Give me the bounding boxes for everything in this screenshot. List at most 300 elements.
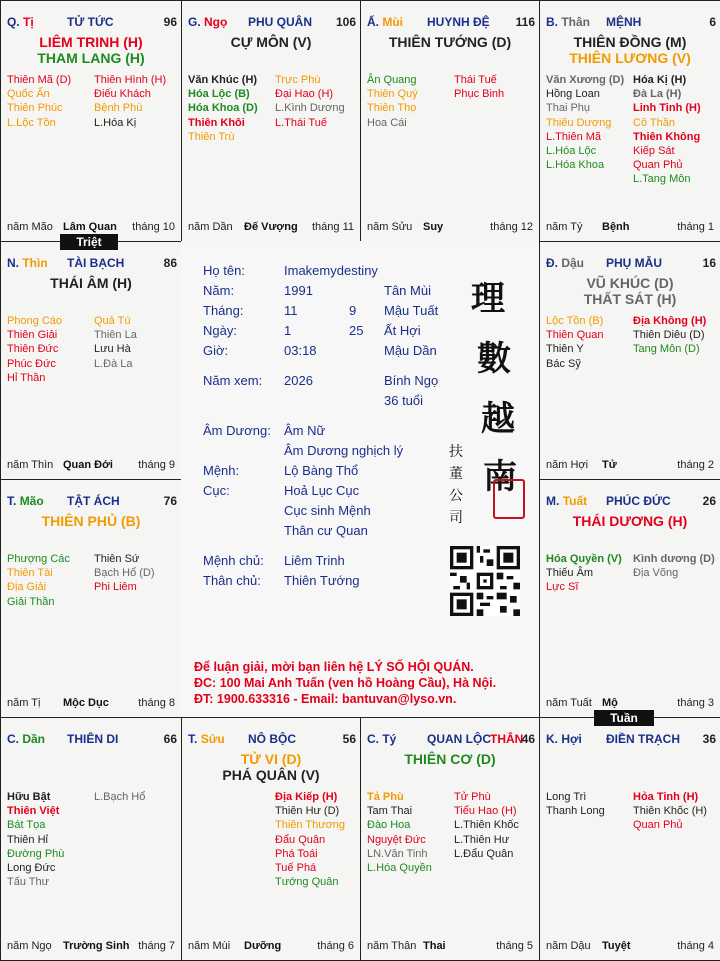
minor-star: Thiên Tài (7, 567, 53, 580)
cuc-note: Cục sinh Mệnh (284, 503, 371, 518)
palace-year: năm Dậu (546, 940, 591, 952)
minor-stars-right (94, 314, 137, 371)
minor-star: L.Tang Môn (633, 173, 691, 186)
minor-star: L.Đà La (94, 357, 133, 370)
main-star: THÁI ÂM (H) (50, 275, 132, 291)
minor-star: Phượng Các (7, 553, 70, 565)
calligraphy-char-1: 理 (471, 279, 505, 319)
minor-star: Hóa Kị (H) (633, 74, 687, 86)
minor-star: Tang Môn (D) (633, 343, 700, 356)
minor-star: Lộc Tồn (B) (546, 315, 604, 327)
than-marker: THÂN (490, 732, 524, 746)
branch-name: Hợi (561, 732, 582, 746)
minor-star: Hồng Loan (546, 88, 600, 101)
palace-age-number: 26 (702, 494, 716, 508)
branch-name: Dần (22, 732, 46, 746)
minor-star: L.Hóa Quyền (367, 862, 432, 875)
palace-header (7, 732, 177, 748)
palace-phase: Tử (602, 459, 617, 471)
palace-branch (7, 732, 45, 746)
minor-star: Trực Phù (275, 74, 321, 86)
day-value: 1 (284, 323, 292, 338)
minor-star: Thiên Không (633, 130, 701, 143)
minor-star: Thiên Sứ (94, 553, 140, 565)
minor-star: Quả Tú (94, 315, 131, 327)
minor-star: Thiếu Âm (546, 567, 594, 580)
palace-month: tháng 6 (317, 940, 354, 952)
palace-header (7, 494, 177, 510)
palace-name: TÀI BẠCH (67, 256, 125, 270)
minor-stars-right (275, 73, 345, 130)
palace-footer (367, 221, 533, 235)
contact-line-3[interactable]: ĐT: 1900.633316 - Email: bantuvan@lyso.vn. (194, 692, 457, 706)
minor-star: Giải Thần (7, 595, 55, 608)
age: 36 tuổi (384, 393, 424, 408)
calligraphy-small-4: 司 (449, 510, 463, 526)
minor-star: Lực Sĩ (546, 581, 579, 594)
branch-name: Dậu (561, 256, 585, 270)
hour-value: 03:18 (284, 343, 317, 358)
menh-chu-label: Mệnh chủ: (203, 553, 264, 568)
minor-stars-right (633, 552, 715, 580)
main-star: THẤT SÁT (H) (583, 291, 677, 307)
minor-star: L.Thái Tuế (275, 116, 327, 129)
palace-footer (7, 221, 175, 235)
palace-footer (7, 940, 175, 954)
branch-prefix: G. (188, 15, 201, 29)
minor-stars-right (94, 73, 166, 130)
amduong-note: Âm Dương nghịch lý (284, 443, 404, 458)
main-star: VŨ KHÚC (D) (586, 275, 674, 291)
minor-star: Đẩu Quân (275, 833, 326, 846)
palace-header (7, 15, 177, 31)
month-label: Tháng: (203, 303, 244, 318)
palace-name: PHÚC ĐỨC (606, 494, 671, 508)
calligraphy-small-3: 公 (449, 488, 463, 504)
main-star: THIÊN CƠ (D) (404, 751, 496, 767)
view-year-value: 2026 (284, 373, 313, 388)
palace-branch (546, 494, 587, 508)
palace-footer (7, 459, 175, 473)
palace-name: NÔ BỘC (248, 732, 296, 746)
palace-footer (7, 697, 175, 711)
branch-name: Ngọ (204, 15, 228, 29)
main-star: THIÊN ĐỒNG (M) (573, 34, 687, 50)
main-star: THIÊN TƯỚNG (D) (388, 34, 512, 50)
minor-star: Kiếp Sát (633, 145, 675, 158)
minor-star: Địa Không (H) (633, 315, 707, 327)
palace-suu[interactable] (181, 717, 361, 961)
palace-age-number: 96 (163, 15, 177, 29)
palace-phase: Đế Vượng (244, 221, 298, 233)
minor-star: Hóa Lộc (B) (188, 88, 250, 101)
palace-month: tháng 5 (496, 940, 533, 952)
palace-month: tháng 12 (490, 221, 533, 233)
minor-stars-right (633, 73, 701, 187)
palace-phase: Thai (423, 940, 446, 952)
minor-star: Phong Cáo (7, 315, 63, 327)
minor-star: L.Đẩu Quân (454, 847, 514, 860)
branch-name: Sửu (200, 732, 225, 746)
palace-year: năm Thìn (7, 459, 54, 471)
palace-phase: Tuyệt (602, 940, 631, 952)
day-can: Ất Hợi (384, 323, 421, 338)
minor-star: Hoa Cái (367, 116, 407, 129)
minor-star: L.Hóa Kị (94, 116, 137, 129)
palace-month: tháng 2 (677, 459, 714, 471)
palace-year: năm Thân (367, 940, 417, 952)
minor-stars-left (7, 73, 71, 130)
minor-star: Lưu Hà (94, 343, 131, 356)
main-star: THIÊN LƯƠNG (V) (569, 50, 691, 66)
cuc-value: Hoả Lục Cục (284, 483, 360, 498)
palace-age-number: 6 (709, 15, 716, 29)
minor-star: Quan Phủ (633, 159, 683, 172)
palace-hoi[interactable] (539, 717, 720, 961)
minor-star: Thiên Hư (D) (275, 805, 340, 818)
palace-name: HUYNH ĐỆ (427, 15, 490, 29)
palace-dan[interactable] (0, 717, 182, 961)
palace-footer (188, 221, 354, 235)
palace-name: PHỤ MẪU (606, 256, 662, 270)
minor-star: L.Kình Dương (275, 102, 345, 115)
qr-code[interactable] (450, 546, 520, 616)
palace-ty[interactable] (360, 717, 540, 961)
triet-tag: Triệt (60, 234, 118, 250)
main-star: THIÊN PHỦ (B) (41, 513, 141, 529)
minor-star: Bát Tọa (7, 819, 46, 832)
palace-footer (546, 459, 714, 473)
branch-prefix: T. (188, 732, 198, 746)
branch-name: Mão (19, 494, 44, 508)
minor-star: Thiên La (94, 329, 137, 342)
calligraphy-small-1: 扶 (449, 444, 463, 460)
minor-star: Văn Khúc (H) (188, 74, 258, 86)
palace-age-number: 46 (521, 732, 535, 746)
day-lunar: 25 (349, 323, 364, 338)
month-value: 11 (284, 303, 298, 318)
palace-name: TẬT ÁCH (67, 494, 120, 508)
palace-footer (367, 940, 533, 954)
minor-star: Bạch Hổ (D) (94, 567, 155, 580)
palace-phase: Quan Đới (63, 459, 113, 471)
palace-header (546, 15, 716, 31)
minor-star: Hỏa Tinh (H) (633, 791, 699, 803)
palace-phase: Suy (423, 221, 444, 233)
minor-star: Quốc Ấn (7, 88, 50, 101)
calligraphy-char-2: 數 (477, 339, 511, 379)
minor-star: Bệnh Phù (94, 102, 143, 115)
palace-year: năm Tuất (546, 697, 592, 709)
palace-branch (546, 732, 582, 746)
palace-year: năm Mùi (188, 940, 231, 952)
cuc-label: Cục: (203, 483, 230, 498)
palace-age-number: 16 (702, 256, 716, 270)
minor-star: Long Trì (546, 791, 587, 803)
minor-star: Tử Phù (454, 791, 491, 803)
minor-star: Tuế Phá (275, 862, 317, 875)
palace-year: năm Dần (188, 221, 233, 233)
minor-star: Địa Võng (633, 567, 679, 580)
main-star: TỬ VI (D) (240, 751, 302, 767)
branch-name: Thìn (22, 256, 48, 270)
minor-star: Phi Liêm (94, 581, 137, 594)
minor-star: Điếu Khách (94, 88, 151, 101)
palace-branch (546, 15, 590, 29)
minor-star: Linh Tinh (H) (633, 102, 701, 115)
main-star: LIÊM TRINH (H) (39, 34, 143, 50)
palace-age-number: 56 (342, 732, 356, 746)
palace-age-number: 76 (163, 494, 177, 508)
minor-star: Đào Hoa (367, 819, 411, 832)
minor-star: L.Hóa Lộc (546, 145, 597, 158)
minor-star: Đại Hao (H) (275, 88, 334, 101)
branch-prefix: C. (367, 732, 379, 746)
palace-header (367, 732, 535, 748)
palace-footer (546, 940, 714, 954)
palace-header (546, 732, 716, 748)
palace-month: tháng 10 (132, 221, 175, 233)
palace-branch (7, 15, 34, 29)
main-star: CỰ MÔN (V) (230, 34, 312, 50)
minor-star: Thiên Thương (275, 819, 346, 832)
palace-branch (367, 15, 403, 29)
palace-mui[interactable] (360, 0, 540, 242)
palace-header (188, 732, 356, 748)
minor-star: Long Đức (7, 862, 56, 875)
minor-stars-right (633, 790, 707, 833)
palace-tuat[interactable] (539, 479, 720, 718)
contact-line-1: Để luận giải, mời bạn liên hệ LÝ SỐ HỘI QUÁN. (194, 660, 474, 674)
palace-name: TỬ TỨC (67, 15, 114, 29)
minor-stars-right (94, 790, 145, 804)
minor-star: Thiên Y (546, 343, 584, 356)
minor-star: Thiên Trù (188, 130, 235, 143)
tuan-tag: Tuần (594, 710, 654, 726)
palace-footer (546, 221, 714, 235)
minor-stars-right (454, 790, 519, 861)
branch-prefix: T. (7, 494, 17, 508)
minor-stars-right (454, 73, 504, 101)
minor-star: Thiên Đức (7, 343, 59, 356)
palace-header (188, 15, 356, 31)
palace-age-number: 106 (335, 15, 356, 29)
minor-star: Thiên Khôi (188, 116, 245, 129)
minor-star: Thiên Khốc (H) (633, 805, 707, 818)
palace-header (7, 256, 177, 272)
palace-name: QUAN LỘC (427, 732, 491, 746)
calligraphy-small-column (449, 441, 465, 529)
branch-prefix: Q. (7, 15, 20, 29)
contact-line-2: ĐC: 100 Mai Anh Tuấn (ven hồ Hoàng Cầu), Hà Nội. (194, 676, 497, 690)
palace-name: MỆNH (606, 15, 642, 29)
red-seal-stamp (493, 479, 525, 519)
branch-name: Mùi (382, 15, 404, 29)
amduong-value: Âm Nữ (284, 423, 326, 438)
minor-stars-left (188, 73, 258, 144)
calligraphy-small-2: 董 (449, 466, 463, 482)
palace-ngo[interactable] (181, 0, 361, 242)
minor-star: Tấu Thư (7, 876, 50, 889)
minor-star: Thiên Phúc (7, 102, 63, 115)
minor-star: Thiên Quan (546, 329, 604, 342)
palace-header (546, 494, 716, 510)
palace-phase: Dưỡng (244, 940, 282, 952)
palace-than[interactable] (539, 0, 720, 242)
minor-star: Thiên Diêu (D) (633, 329, 705, 342)
palace-month: tháng 1 (677, 221, 714, 233)
minor-star: L.Bạch Hổ (94, 791, 146, 803)
minor-star: Tam Thai (367, 805, 413, 818)
minor-star: Tiểu Hao (H) (454, 805, 517, 818)
minor-star: Thiên Mã (D) (7, 74, 72, 86)
minor-stars-left (7, 314, 62, 385)
palace-footer (546, 697, 714, 711)
palace-year: năm Sửu (367, 221, 413, 233)
minor-star: Ân Quang (367, 74, 417, 86)
branch-prefix: K. (546, 732, 558, 746)
year-label: Năm: (203, 283, 235, 298)
branch-prefix: M. (546, 494, 560, 508)
palace-branch (367, 732, 396, 746)
minor-stars-left (546, 552, 622, 595)
minor-star: Văn Xương (D) (546, 74, 625, 86)
palace-mao[interactable] (0, 479, 182, 718)
branch-prefix: N. (7, 256, 19, 270)
palace-year: năm Tị (7, 697, 41, 709)
palace-month: tháng 7 (138, 940, 175, 952)
branch-prefix: B. (546, 15, 558, 29)
minor-stars-left (367, 73, 418, 130)
palace-thin[interactable] (0, 241, 182, 480)
than-chu-value: Thiên Tướng (284, 573, 360, 588)
name-label: Họ tên: (203, 263, 245, 278)
palace-year: năm Mão (7, 221, 53, 233)
year-value: 1991 (284, 283, 313, 298)
branch-prefix: Ấ. (367, 15, 379, 29)
palace-branch (546, 256, 584, 270)
minor-star: Thiếu Dương (546, 116, 612, 129)
hour-label: Giờ: (203, 343, 229, 358)
minor-stars-left (7, 552, 70, 609)
minor-star: Phục Binh (454, 88, 505, 101)
month-can: Mậu Tuất (384, 303, 439, 318)
palace-branch (188, 15, 227, 29)
palace-branch (7, 256, 48, 270)
branch-prefix: C. (7, 732, 19, 746)
palace-dau[interactable] (539, 241, 720, 480)
palace-year: năm Tý (546, 221, 583, 233)
minor-star: Hóa Khoa (D) (188, 102, 258, 115)
palace-phase: Mộ (602, 697, 618, 709)
menh-chu-value: Liêm Trinh (284, 553, 345, 568)
palace-phase: Bệnh (602, 221, 630, 233)
minor-star: Đà La (H) (633, 88, 682, 101)
main-star: THÁI DƯƠNG (H) (572, 513, 688, 529)
palace-age-number: 66 (163, 732, 177, 746)
minor-stars-left (546, 790, 605, 818)
minor-star: L.Thiên Hư (454, 833, 510, 846)
minor-star: Thiên Việt (7, 805, 60, 818)
minor-star: L.Thiên Khốc (454, 819, 519, 832)
branch-name: Thân (561, 15, 591, 29)
minor-stars-right (633, 314, 706, 357)
view-year-can: Bính Ngọ (384, 373, 439, 388)
minor-star: Đường Phù (7, 847, 65, 860)
minor-star: Hữu Bật (7, 791, 51, 803)
year-can: Tân Mùi (384, 283, 431, 298)
minor-star: Hỉ Thần (7, 371, 46, 384)
minor-star: Tướng Quân (275, 876, 339, 889)
palace-header (546, 256, 716, 272)
minor-star: Phá Toái (275, 847, 318, 860)
palace-year: năm Ngọ (7, 940, 52, 952)
menh-label: Mệnh: (203, 463, 240, 478)
palace-ti[interactable] (0, 0, 182, 242)
palace-month: tháng 4 (677, 940, 714, 952)
hour-can: Mậu Dần (384, 343, 437, 358)
view-year-label: Năm xem: (203, 373, 263, 388)
month-lunar: 9 (349, 303, 357, 318)
palace-name: THIÊN DI (67, 732, 119, 746)
minor-star: Địa Giải (7, 581, 47, 594)
palace-phase: Trường Sinh (63, 940, 130, 952)
minor-star: Kình dương (D) (633, 553, 715, 565)
palace-footer (188, 940, 354, 954)
branch-name: Tị (23, 15, 34, 29)
minor-star: Địa Kiếp (H) (275, 791, 338, 803)
minor-star: L.Lộc Tồn (7, 116, 56, 129)
minor-stars-left (367, 790, 432, 875)
minor-stars-left (7, 790, 64, 889)
minor-stars-right (94, 552, 155, 595)
day-label: Ngày: (203, 323, 237, 338)
palace-branch (7, 494, 44, 508)
minor-star: Thiên Quý (367, 88, 418, 101)
calligraphy-char-4: 南 (483, 457, 517, 497)
minor-star: Thanh Long (546, 805, 605, 818)
palace-header (367, 15, 535, 31)
branch-name: Tý (382, 732, 397, 746)
palace-age-number: 116 (515, 15, 535, 29)
palace-age-number: 36 (702, 732, 716, 746)
palace-month: tháng 8 (138, 697, 175, 709)
palace-branch (188, 732, 225, 746)
minor-star: LN.Văn Tinh (367, 847, 428, 860)
than-cu: Thân cư Quan (284, 523, 368, 538)
minor-star: Hóa Quyền (V) (546, 553, 622, 565)
minor-star: Bác Sỹ (546, 357, 581, 370)
minor-star: L.Thiên Mã (546, 130, 602, 143)
minor-star: Thiên Hỉ (7, 833, 48, 846)
palace-month: tháng 9 (138, 459, 175, 471)
minor-star: Thiên Giải (7, 329, 58, 342)
minor-star: Nguyệt Đức (367, 833, 426, 846)
palace-name: PHU QUÂN (248, 15, 313, 29)
minor-stars-right (275, 790, 345, 889)
amduong-label: Âm Dương: (203, 423, 271, 438)
minor-star: Phúc Đức (7, 357, 56, 370)
branch-prefix: Đ. (546, 256, 558, 270)
minor-star: Tả Phù (367, 791, 404, 803)
minor-stars-left (546, 73, 624, 172)
main-star: THAM LANG (H) (37, 50, 145, 66)
minor-star: Thai Phụ (546, 102, 591, 115)
calligraphy-char-3: 越 (481, 399, 515, 439)
minor-star: Thiên Thọ (367, 102, 417, 115)
minor-stars-left (546, 314, 603, 371)
minor-star: Thái Tuế (454, 74, 497, 86)
